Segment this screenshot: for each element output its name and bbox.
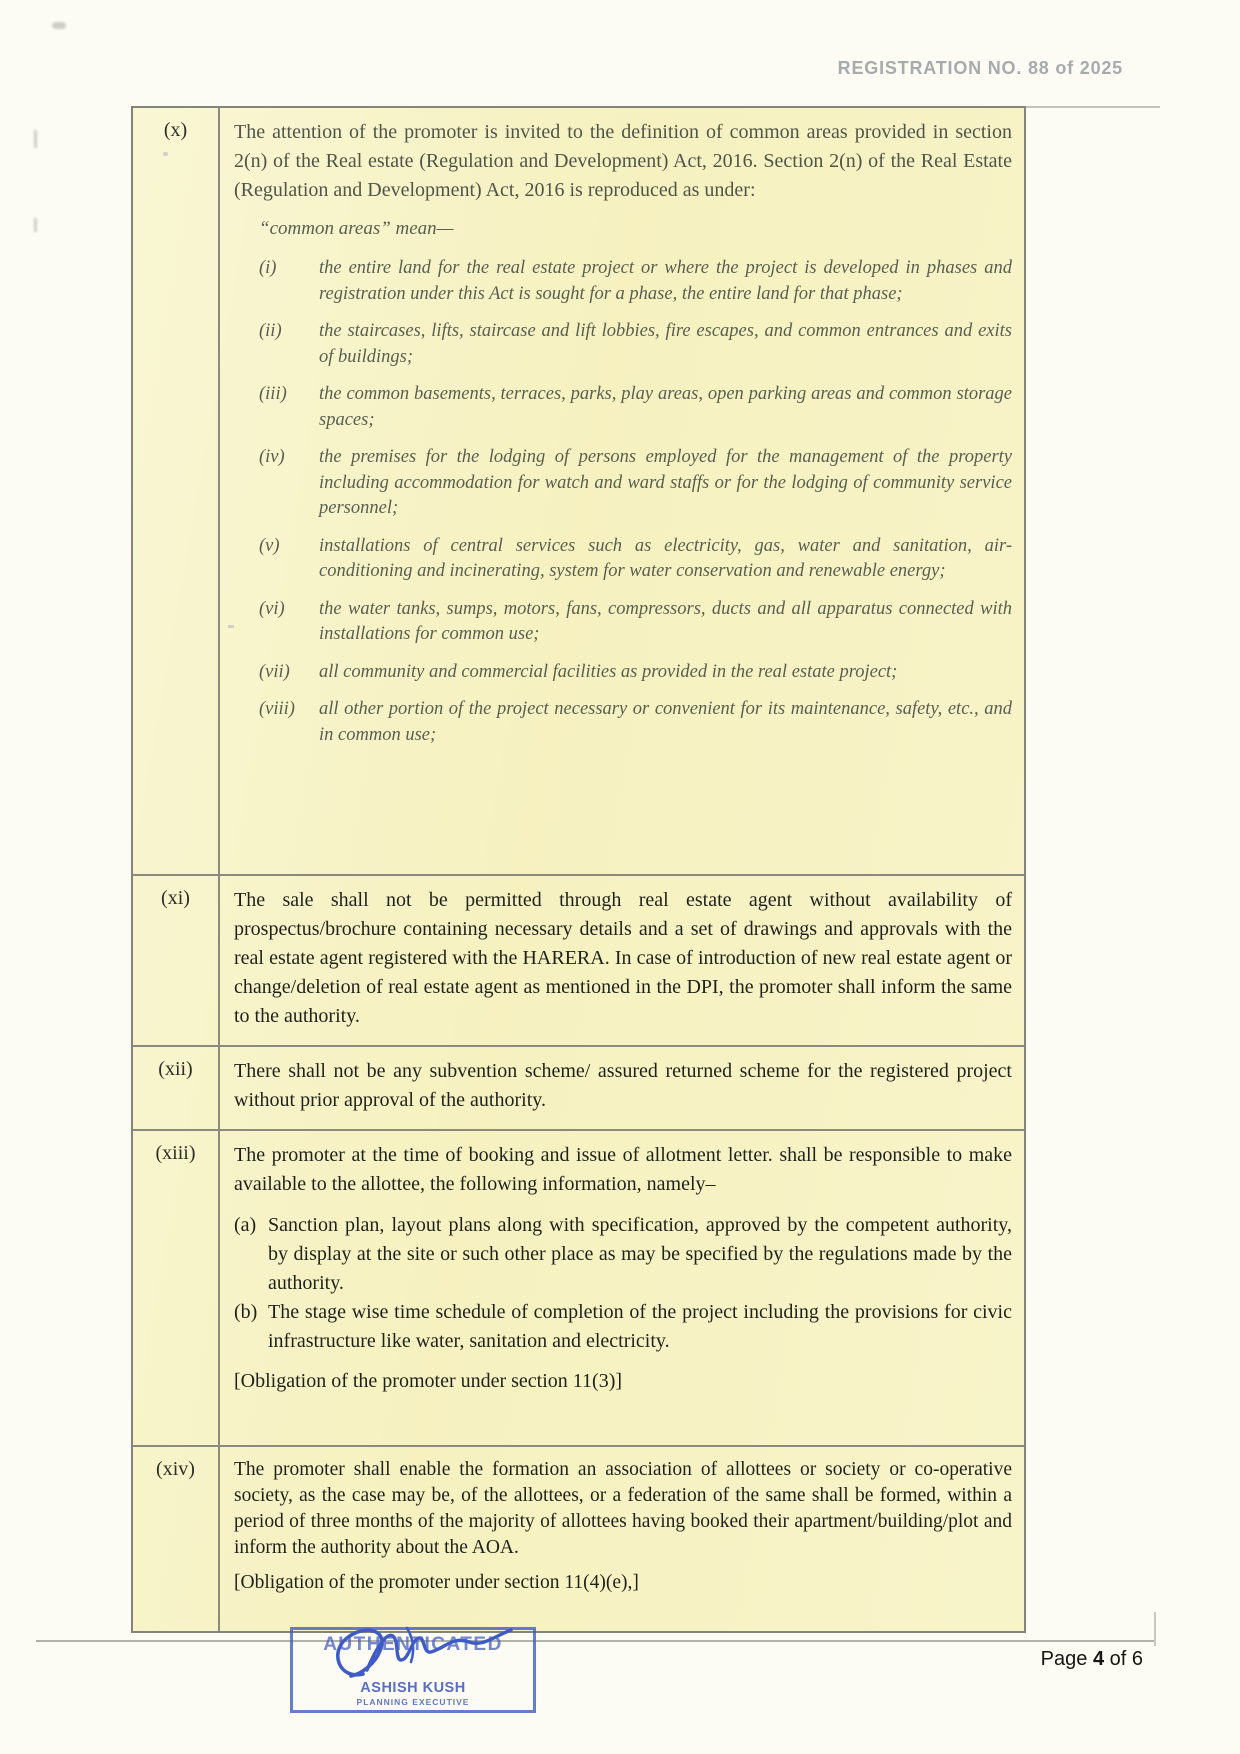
row-label: (xiv) bbox=[133, 1447, 220, 1631]
scan-smudge-artifact bbox=[34, 130, 37, 148]
quote-item-number: (v) bbox=[259, 535, 280, 556]
quote-item-text: installations of central services such as electricity, gas, water and sanitation, air-conditioning and incinerating, system for water conservation and renewable energy; bbox=[319, 535, 1012, 581]
authentication-stamp bbox=[290, 1627, 536, 1713]
conditions-table bbox=[131, 106, 1026, 1633]
row-label: (x) bbox=[133, 108, 220, 874]
sub-item-text: Sanction plan, layout plans along with specification, approved by the competent authority, by display at the site or such other place as may be specified by the regulations made by the authority. bbox=[268, 1214, 1012, 1294]
stamp-signatory-name: ASHISH KUSH bbox=[360, 1680, 466, 1696]
page-number-suffix: of 6 bbox=[1109, 1648, 1143, 1670]
row-label: (xi) bbox=[133, 876, 220, 1045]
quote-item bbox=[259, 319, 1012, 370]
row-paragraph: The promoter shall enable the formation an association of allottees or society or co-operative society, as the case may be, of the allottees, or a federation of the same shall be formed, within a period of three months of the majority of allottees having booked their apartment/building/plot and inform the authority about the AOA. bbox=[234, 1459, 1012, 1558]
quote-item-text: the premises for the lodging of persons employed for the management of the property including accommodation for watch and ward staffs or for the lodging of community service personnel; bbox=[319, 447, 1012, 518]
quote-item-text: the staircases, lifts, staircase and lift lobbies, fire escapes, and common entrances and exits of buildings; bbox=[319, 321, 1012, 367]
quote-item-number: (viii) bbox=[259, 699, 295, 719]
sub-item-list bbox=[234, 1211, 1012, 1356]
scan-smudge-artifact bbox=[163, 152, 168, 156]
quote-item-number: (iv) bbox=[259, 447, 285, 467]
row-paragraph: The promoter at the time of booking and issue of allotment letter. shall be responsible to make available to the allottee, the following information, namely– bbox=[234, 1144, 1012, 1195]
quote-item bbox=[259, 445, 1012, 522]
quote-item-text: the entire land for the real estate project or where the project is developed in phases and registration under this Act is sought for a phase, the entire land for that phase; bbox=[319, 258, 1012, 304]
row-content bbox=[220, 876, 1024, 1045]
table-row-xiv bbox=[133, 1445, 1024, 1631]
quote-item-number: (i) bbox=[259, 258, 277, 278]
page-number-value: 4 bbox=[1092, 1648, 1105, 1670]
row-label: (xii) bbox=[133, 1047, 220, 1129]
sub-item-text: The stage wise time schedule of completion of the project including the provisions for civic infrastructure like water, sanitation and electricity. bbox=[268, 1301, 1012, 1352]
sub-item-number: (b) bbox=[234, 1301, 258, 1323]
row-content bbox=[220, 1047, 1024, 1129]
table-row-xiii bbox=[133, 1129, 1024, 1445]
quote-item-text: the common basements, terraces, parks, play areas, open parking areas and common storage spaces; bbox=[319, 384, 1012, 430]
quote-item-text: all other portion of the project necessary or convenient for its maintenance, safety, etc., and in common use; bbox=[319, 699, 1012, 745]
registration-number: REGISTRATION NO. 88 of 2025 bbox=[837, 58, 1123, 78]
scan-smudge-artifact bbox=[34, 218, 37, 232]
table-row-x bbox=[133, 108, 1024, 874]
quote-item-number: (vii) bbox=[259, 661, 290, 682]
quote-item-number: (vi) bbox=[259, 598, 285, 619]
page-number-prefix: Page bbox=[1040, 1648, 1088, 1670]
quote-item bbox=[259, 256, 1012, 307]
signature-icon bbox=[311, 1616, 521, 1688]
footer-separator-line bbox=[36, 1640, 1156, 1642]
quote-item-text: the water tanks, sumps, motors, fans, compressors, ducts and all apparatus connected with installations for common use; bbox=[319, 598, 1012, 644]
row-content bbox=[220, 108, 1024, 874]
row-content bbox=[220, 1131, 1024, 1445]
sub-item bbox=[234, 1211, 1012, 1298]
obligation-note: [Obligation of the promoter under section 11(4)(e),] bbox=[234, 1572, 639, 1593]
stamp-signatory-title: PLANNING EXECUTIVE bbox=[356, 1697, 470, 1707]
table-row-xi bbox=[133, 874, 1024, 1045]
row-paragraph: The sale shall not be permitted through real estate agent without availability of prospectus/brochure containing necessary details and a set of drawings and approvals with the real estate agent registered with the HARERA. In case of introduction of new real estate agent or change/deletion of real estate agent as mentioned in the DPI, the promoter shall inform the same to the authority. bbox=[234, 889, 1012, 1027]
quote-item-number: (ii) bbox=[259, 321, 282, 341]
scan-line-artifact bbox=[1022, 106, 1160, 108]
row-content bbox=[220, 1447, 1024, 1631]
row-paragraph: There shall not be any subvention scheme/ assured returned scheme for the registered project without prior approval of the authority. bbox=[234, 1060, 1012, 1111]
obligation-note: [Obligation of the promoter under section 11(3)] bbox=[234, 1370, 623, 1392]
row-paragraph: The attention of the promoter is invited to the definition of common areas provided in section 2(n) of the Real estate (Regulation and Development) Act, 2016. Section 2(n) of the Real Estate (Regulation and Development) Act, 2016 is reproduced as under: bbox=[234, 121, 1012, 201]
quote-item-number: (iii) bbox=[259, 384, 287, 404]
quote-item bbox=[259, 660, 1012, 686]
row-label: (xiii) bbox=[133, 1131, 220, 1445]
quote-item-text: all community and commercial facilities as provided in the real estate project; bbox=[319, 661, 898, 682]
quote-item bbox=[259, 697, 1012, 748]
quote-intro: “common areas” mean— bbox=[259, 218, 454, 239]
sub-item bbox=[234, 1298, 1012, 1356]
page-number bbox=[1041, 1648, 1143, 1671]
scan-smudge-artifact bbox=[228, 625, 234, 628]
quoted-definition-block bbox=[259, 218, 1012, 748]
sub-item-number: (a) bbox=[234, 1214, 257, 1236]
scan-smudge-artifact bbox=[52, 22, 66, 29]
scan-edge-artifact bbox=[1154, 1612, 1156, 1646]
quote-item bbox=[259, 597, 1012, 648]
stamp-title: AUTHENTICATED bbox=[323, 1634, 503, 1655]
table-row-xii bbox=[133, 1045, 1024, 1129]
quote-item bbox=[259, 382, 1012, 433]
quote-item bbox=[259, 534, 1012, 585]
